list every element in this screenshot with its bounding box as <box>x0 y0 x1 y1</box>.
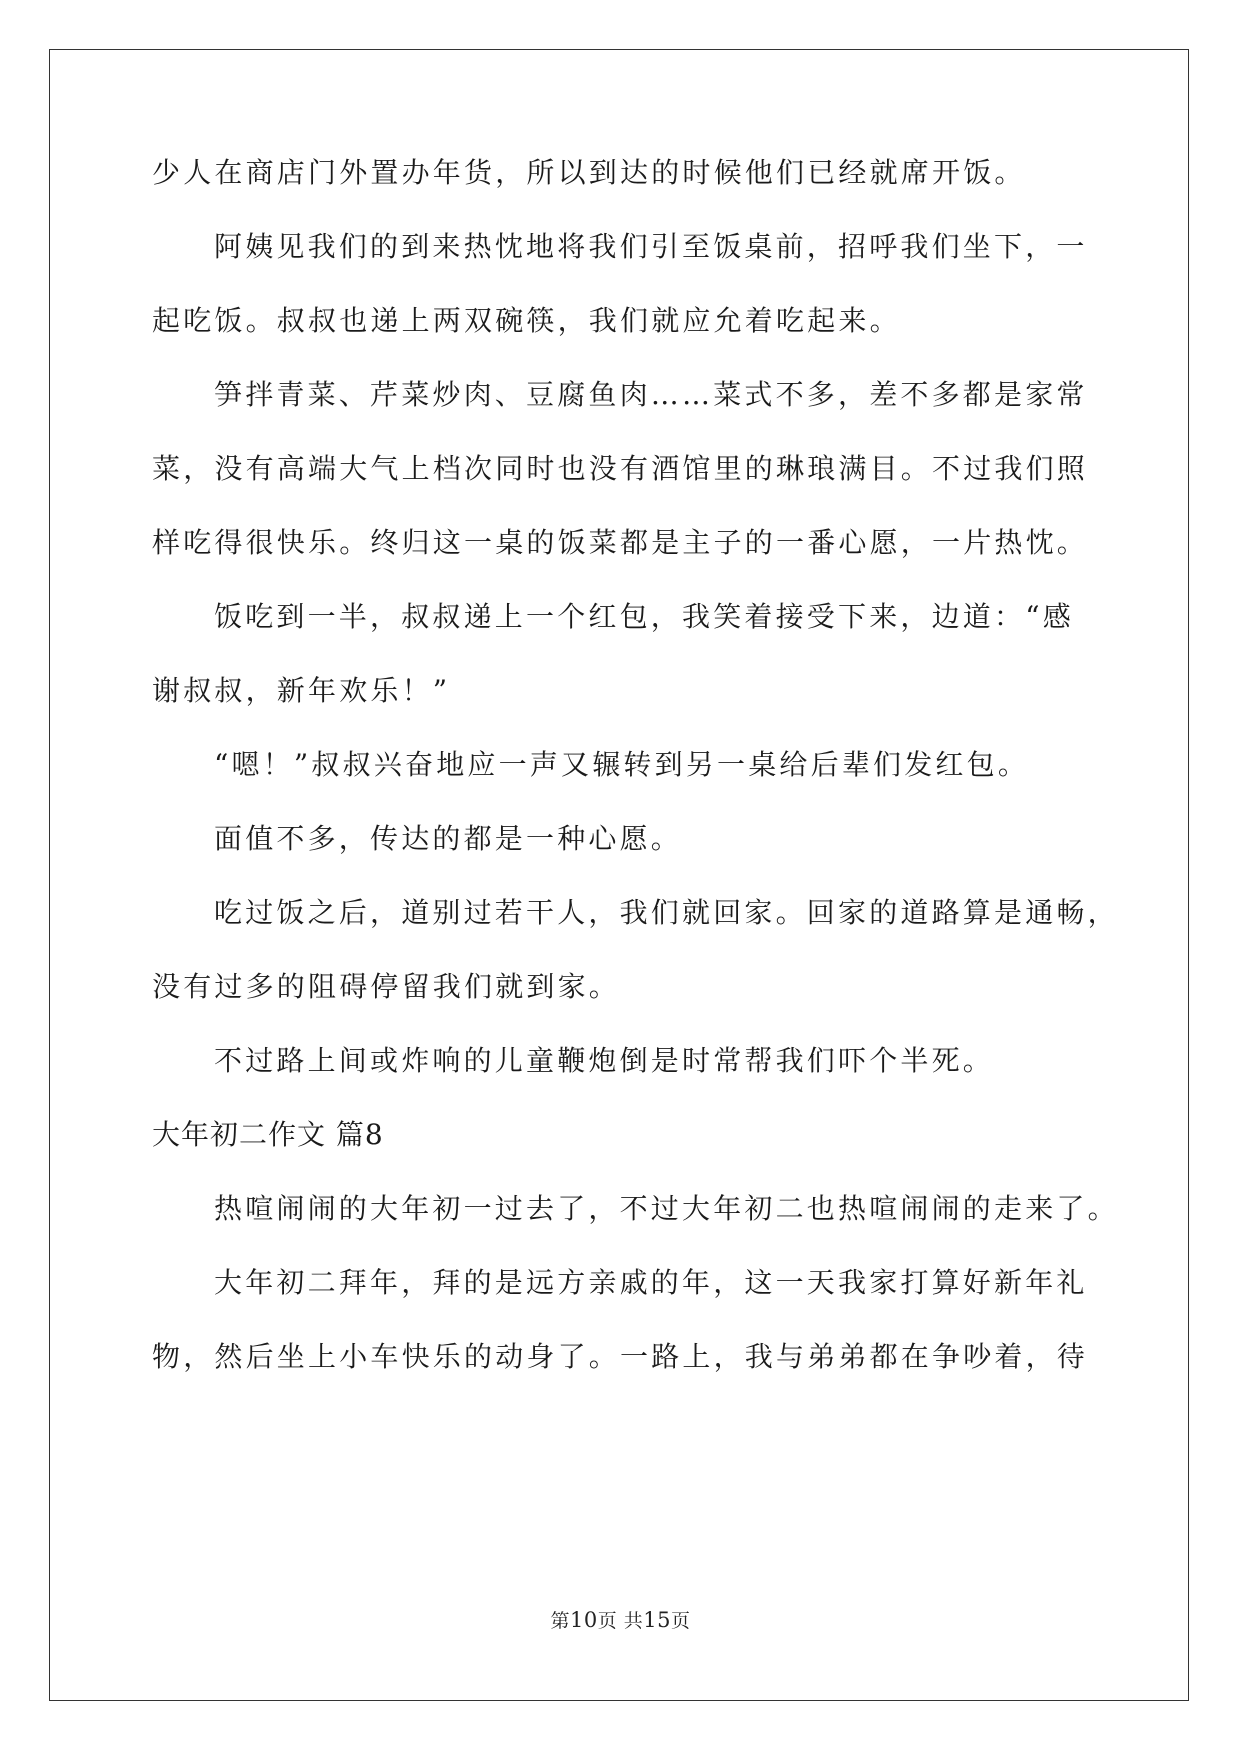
text-line-10: 面值不多，传达的都是一种心愿。 <box>214 822 683 855</box>
page-prefix: 第 <box>550 1610 570 1632</box>
page-footer <box>0 1608 1241 1633</box>
text-line-12: 没有过多的阻碍停留我们就到家。 <box>152 970 621 1003</box>
text-line-1: 少人在商店门外置办年货，所以到达的时候他们已经就席开饭。 <box>152 156 1026 189</box>
text-line-13: 不过路上间或炸响的儿童鞭炮倒是时常帮我们吓个半死。 <box>214 1044 995 1077</box>
text-line-15: 热喧闹闹的大年初一过去了，不过大年初二也热喧闹闹的走来了。 <box>214 1192 1119 1225</box>
text-line-6: 样吃得很快乐。终归这一桌的饭菜都是主子的一番心愿，一片热忱。 <box>152 526 1089 559</box>
text-line-17: 物，然后坐上小车快乐的动身了。一路上，我与弟弟都在争吵着，待 <box>152 1340 1089 1373</box>
page-suffix: 页 <box>671 1610 691 1632</box>
text-line-16: 大年初二拜年，拜的是远方亲戚的年，这一天我家打算好新年礼 <box>214 1266 1088 1299</box>
current-page-number: 10 <box>569 1608 598 1632</box>
total-page-number: 15 <box>643 1608 671 1632</box>
text-line-11: 吃过饭之后，道别过若干人，我们就回家。回家的道路算是通畅， <box>214 896 1119 929</box>
text-line-2: 阿姨见我们的到来热忱地将我们引至饭桌前，招呼我们坐下，一 <box>214 230 1088 263</box>
text-line-3: 起吃饭。叔叔也递上两双碗筷，我们就应允着吃起来。 <box>152 304 901 337</box>
page-border <box>49 49 1189 1701</box>
text-line-4: 笋拌青菜、芹菜炒肉、豆腐鱼肉……菜式不多，差不多都是家常 <box>214 378 1088 411</box>
text-line-8: 谢叔叔，新年欢乐！” <box>152 674 451 707</box>
text-line-9: “嗯！”叔叔兴奋地应一声又辗转到另一桌给后辈们发红包。 <box>214 748 1030 781</box>
section-heading: 大年初二作文 篇8 <box>152 1118 384 1151</box>
text-line-7: 饭吃到一半，叔叔递上一个红包，我笑着接受下来，边道：“感 <box>214 600 1074 633</box>
page-mid-text: 页 共 <box>597 1610 644 1632</box>
text-line-5: 菜，没有高端大气上档次同时也没有酒馆里的琳琅满目。不过我们照 <box>152 452 1089 485</box>
